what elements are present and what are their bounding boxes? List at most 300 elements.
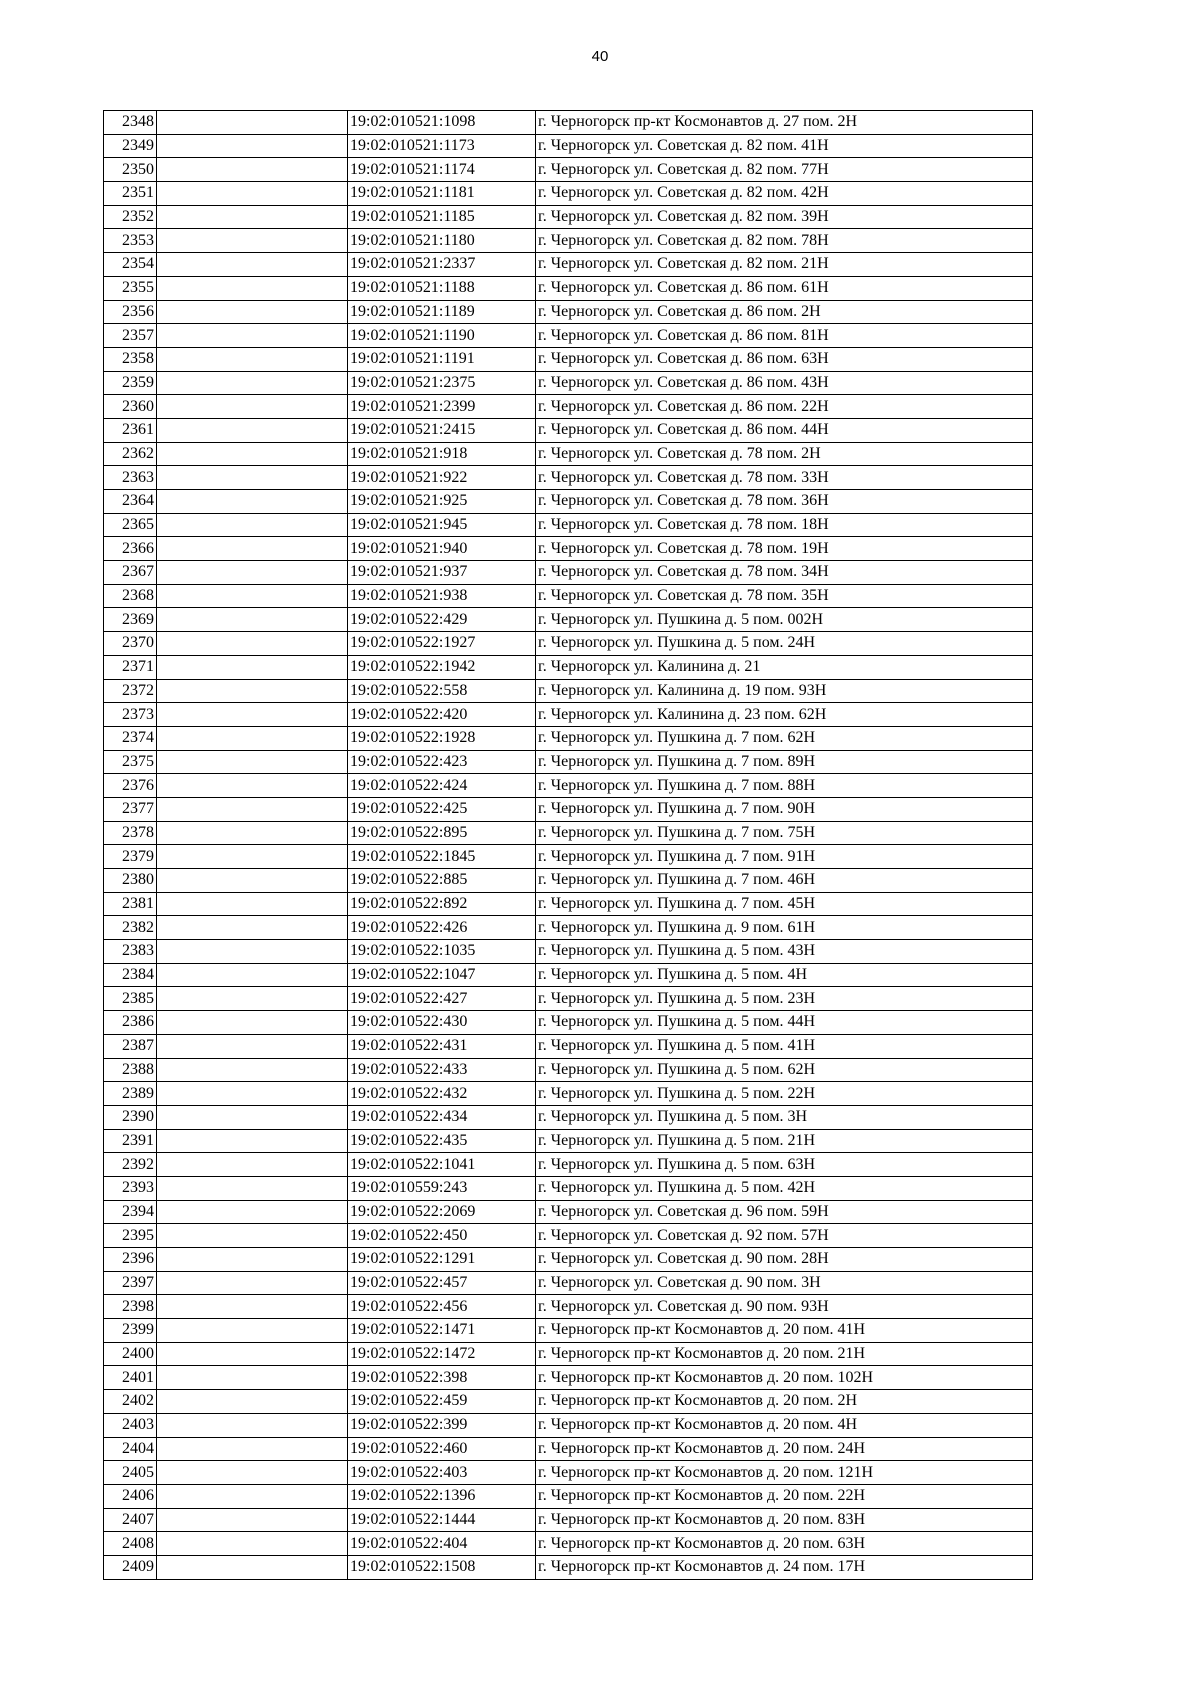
table-row — [104, 395, 1033, 419]
empty-cell — [157, 1129, 348, 1153]
cadastral-number-cell: 19:02:010521:1190 — [348, 324, 536, 348]
table-row — [104, 561, 1033, 585]
empty-cell — [157, 1461, 348, 1485]
address-cell: г. Черногорск пр-кт Космонавтов д. 20 пом. 63Н — [536, 1532, 1033, 1556]
table-row — [104, 1011, 1033, 1035]
address-cell: г. Черногорск ул. Пушкина д. 7 пом. 90Н — [536, 797, 1033, 821]
address-cell: г. Черногорск ул. Советская д. 86 пом. 81Н — [536, 324, 1033, 348]
address-cell: г. Черногорск ул. Советская д. 78 пом. 2Н — [536, 442, 1033, 466]
empty-cell — [157, 632, 348, 656]
row-number-cell: 2379 — [104, 845, 157, 869]
address-cell: г. Черногорск ул. Советская д. 78 пом. 33Н — [536, 466, 1033, 490]
empty-cell — [157, 1200, 348, 1224]
table-row — [104, 726, 1033, 750]
table-row — [104, 1176, 1033, 1200]
cadastral-number-cell: 19:02:010521:1185 — [348, 205, 536, 229]
row-number-cell: 2348 — [104, 111, 157, 135]
address-cell: г. Черногорск ул. Калинина д. 23 пом. 62Н — [536, 703, 1033, 727]
empty-cell — [157, 561, 348, 585]
table-row — [104, 300, 1033, 324]
address-cell: г. Черногорск ул. Калинина д. 19 пом. 93Н — [536, 679, 1033, 703]
row-number-cell: 2355 — [104, 276, 157, 300]
table-row — [104, 205, 1033, 229]
table-row — [104, 324, 1033, 348]
cadastral-number-cell: 19:02:010522:2069 — [348, 1200, 536, 1224]
row-number-cell: 2362 — [104, 442, 157, 466]
table-row — [104, 608, 1033, 632]
address-cell: г. Черногорск ул. Советская д. 90 пом. 3Н — [536, 1271, 1033, 1295]
empty-cell — [157, 1555, 348, 1579]
cadastral-number-cell: 19:02:010521:1189 — [348, 300, 536, 324]
row-number-cell: 2354 — [104, 253, 157, 277]
empty-cell — [157, 158, 348, 182]
row-number-cell: 2384 — [104, 963, 157, 987]
address-cell: г. Черногорск ул. Советская д. 96 пом. 59Н — [536, 1200, 1033, 1224]
address-cell: г. Черногорск ул. Пушкина д. 5 пом. 3Н — [536, 1105, 1033, 1129]
address-cell: г. Черногорск ул. Калинина д. 21 — [536, 655, 1033, 679]
table-row — [104, 963, 1033, 987]
empty-cell — [157, 395, 348, 419]
row-number-cell: 2382 — [104, 916, 157, 940]
address-cell: г. Черногорск ул. Советская д. 78 пом. 36Н — [536, 490, 1033, 514]
cadastral-number-cell: 19:02:010521:1188 — [348, 276, 536, 300]
table-row — [104, 1058, 1033, 1082]
address-cell: г. Черногорск ул. Пушкина д. 5 пом. 23Н — [536, 987, 1033, 1011]
address-cell: г. Черногорск ул. Пушкина д. 5 пом. 43Н — [536, 940, 1033, 964]
table-row — [104, 679, 1033, 703]
row-number-cell: 2361 — [104, 418, 157, 442]
row-number-cell: 2390 — [104, 1105, 157, 1129]
table-row — [104, 134, 1033, 158]
empty-cell — [157, 1011, 348, 1035]
address-cell: г. Черногорск ул. Советская д. 82 пом. 42Н — [536, 182, 1033, 206]
empty-cell — [157, 1248, 348, 1272]
address-cell: г. Черногорск ул. Советская д. 92 пом. 57Н — [536, 1224, 1033, 1248]
cadastral-number-cell: 19:02:010522:404 — [348, 1532, 536, 1556]
cadastral-number-cell: 19:02:010522:1444 — [348, 1508, 536, 1532]
empty-cell — [157, 1034, 348, 1058]
empty-cell — [157, 418, 348, 442]
cadastral-number-cell: 19:02:010522:456 — [348, 1295, 536, 1319]
table-row — [104, 1461, 1033, 1485]
cadastral-number-cell: 19:02:010522:399 — [348, 1413, 536, 1437]
cadastral-number-cell: 19:02:010522:1472 — [348, 1342, 536, 1366]
cadastral-number-cell: 19:02:010522:1508 — [348, 1555, 536, 1579]
cadastral-number-cell: 19:02:010521:938 — [348, 584, 536, 608]
empty-cell — [157, 1271, 348, 1295]
empty-cell — [157, 963, 348, 987]
cadastral-number-cell: 19:02:010522:430 — [348, 1011, 536, 1035]
address-cell: г. Черногорск ул. Пушкина д. 5 пом. 44Н — [536, 1011, 1033, 1035]
table-row — [104, 253, 1033, 277]
empty-cell — [157, 679, 348, 703]
address-cell: г. Черногорск ул. Пушкина д. 5 пом. 42Н — [536, 1176, 1033, 1200]
row-number-cell: 2371 — [104, 655, 157, 679]
empty-cell — [157, 703, 348, 727]
address-cell: г. Черногорск пр-кт Космонавтов д. 24 пом. 17Н — [536, 1555, 1033, 1579]
empty-cell — [157, 987, 348, 1011]
empty-cell — [157, 537, 348, 561]
address-cell: г. Черногорск ул. Советская д. 82 пом. 77Н — [536, 158, 1033, 182]
empty-cell — [157, 940, 348, 964]
row-number-cell: 2349 — [104, 134, 157, 158]
address-cell: г. Черногорск ул. Советская д. 82 пом. 41Н — [536, 134, 1033, 158]
cadastral-number-cell: 19:02:010522:1942 — [348, 655, 536, 679]
empty-cell — [157, 892, 348, 916]
cadastral-number-cell: 19:02:010522:460 — [348, 1437, 536, 1461]
address-cell: г. Черногорск ул. Советская д. 86 пом. 61Н — [536, 276, 1033, 300]
row-number-cell: 2357 — [104, 324, 157, 348]
empty-cell — [157, 466, 348, 490]
cadastral-number-cell: 19:02:010522:434 — [348, 1105, 536, 1129]
row-number-cell: 2360 — [104, 395, 157, 419]
cadastral-number-cell: 19:02:010522:895 — [348, 821, 536, 845]
cadastral-number-cell: 19:02:010522:459 — [348, 1390, 536, 1414]
row-number-cell: 2401 — [104, 1366, 157, 1390]
table-row — [104, 1437, 1033, 1461]
empty-cell — [157, 1508, 348, 1532]
registry-table-body — [104, 111, 1033, 1580]
empty-cell — [157, 1413, 348, 1437]
cadastral-number-cell: 19:02:010521:2337 — [348, 253, 536, 277]
table-row — [104, 1342, 1033, 1366]
table-row — [104, 1105, 1033, 1129]
address-cell: г. Черногорск ул. Пушкина д. 5 пом. 002Н — [536, 608, 1033, 632]
cadastral-number-cell: 19:02:010522:433 — [348, 1058, 536, 1082]
table-row — [104, 111, 1033, 135]
empty-cell — [157, 253, 348, 277]
table-row — [104, 655, 1033, 679]
empty-cell — [157, 300, 348, 324]
table-row — [104, 1248, 1033, 1272]
row-number-cell: 2409 — [104, 1555, 157, 1579]
table-row — [104, 750, 1033, 774]
cadastral-number-cell: 19:02:010522:426 — [348, 916, 536, 940]
empty-cell — [157, 1390, 348, 1414]
table-row — [104, 537, 1033, 561]
address-cell: г. Черногорск ул. Пушкина д. 7 пом. 88Н — [536, 774, 1033, 798]
address-cell: г. Черногорск ул. Советская д. 86 пом. 2Н — [536, 300, 1033, 324]
cadastral-number-cell: 19:02:010522:885 — [348, 869, 536, 893]
empty-cell — [157, 1532, 348, 1556]
cadastral-number-cell: 19:02:010522:1291 — [348, 1248, 536, 1272]
row-number-cell: 2386 — [104, 1011, 157, 1035]
address-cell: г. Черногорск ул. Пушкина д. 7 пом. 62Н — [536, 726, 1033, 750]
row-number-cell: 2403 — [104, 1413, 157, 1437]
address-cell: г. Черногорск пр-кт Космонавтов д. 20 пом. 21Н — [536, 1342, 1033, 1366]
table-row — [104, 1555, 1033, 1579]
address-cell: г. Черногорск ул. Советская д. 78 пом. 19Н — [536, 537, 1033, 561]
cadastral-number-cell: 19:02:010522:420 — [348, 703, 536, 727]
row-number-cell: 2376 — [104, 774, 157, 798]
address-cell: г. Черногорск ул. Советская д. 90 пом. 28Н — [536, 1248, 1033, 1272]
cadastral-number-cell: 19:02:010522:1471 — [348, 1319, 536, 1343]
cadastral-number-cell: 19:02:010522:431 — [348, 1034, 536, 1058]
address-cell: г. Черногорск ул. Пушкина д. 7 пом. 46Н — [536, 869, 1033, 893]
table-row — [104, 797, 1033, 821]
empty-cell — [157, 1342, 348, 1366]
cadastral-number-cell: 19:02:010521:1174 — [348, 158, 536, 182]
cadastral-number-cell: 19:02:010522:1396 — [348, 1484, 536, 1508]
table-row — [104, 632, 1033, 656]
row-number-cell: 2370 — [104, 632, 157, 656]
address-cell: г. Черногорск ул. Пушкина д. 5 пом. 62Н — [536, 1058, 1033, 1082]
address-cell: г. Черногорск пр-кт Космонавтов д. 27 пом. 2Н — [536, 111, 1033, 135]
table-row — [104, 1034, 1033, 1058]
row-number-cell: 2396 — [104, 1248, 157, 1272]
property-registry-table — [103, 110, 1033, 1580]
address-cell: г. Черногорск пр-кт Космонавтов д. 20 пом. 121Н — [536, 1461, 1033, 1485]
address-cell: г. Черногорск ул. Пушкина д. 5 пом. 41Н — [536, 1034, 1033, 1058]
row-number-cell: 2394 — [104, 1200, 157, 1224]
table-row — [104, 442, 1033, 466]
table-row — [104, 869, 1033, 893]
cadastral-number-cell: 19:02:010521:940 — [348, 537, 536, 561]
row-number-cell: 2406 — [104, 1484, 157, 1508]
empty-cell — [157, 205, 348, 229]
cadastral-number-cell: 19:02:010522:429 — [348, 608, 536, 632]
table-row — [104, 182, 1033, 206]
table-row — [104, 490, 1033, 514]
address-cell: г. Черногорск ул. Советская д. 86 пом. 63Н — [536, 347, 1033, 371]
table-row — [104, 774, 1033, 798]
cadastral-number-cell: 19:02:010522:892 — [348, 892, 536, 916]
empty-cell — [157, 1484, 348, 1508]
table-row — [104, 940, 1033, 964]
empty-cell — [157, 916, 348, 940]
cadastral-number-cell: 19:02:010521:945 — [348, 513, 536, 537]
cadastral-number-cell: 19:02:010522:1928 — [348, 726, 536, 750]
row-number-cell: 2358 — [104, 347, 157, 371]
row-number-cell: 2380 — [104, 869, 157, 893]
address-cell: г. Черногорск ул. Пушкина д. 5 пом. 21Н — [536, 1129, 1033, 1153]
row-number-cell: 2387 — [104, 1034, 157, 1058]
table-row — [104, 916, 1033, 940]
empty-cell — [157, 371, 348, 395]
row-number-cell: 2368 — [104, 584, 157, 608]
table-row — [104, 1413, 1033, 1437]
empty-cell — [157, 1295, 348, 1319]
row-number-cell: 2407 — [104, 1508, 157, 1532]
row-number-cell: 2359 — [104, 371, 157, 395]
cadastral-number-cell: 19:02:010559:243 — [348, 1176, 536, 1200]
table-row — [104, 1390, 1033, 1414]
row-number-cell: 2351 — [104, 182, 157, 206]
empty-cell — [157, 1058, 348, 1082]
row-number-cell: 2405 — [104, 1461, 157, 1485]
address-cell: г. Черногорск ул. Пушкина д. 5 пом. 24Н — [536, 632, 1033, 656]
row-number-cell: 2381 — [104, 892, 157, 916]
empty-cell — [157, 726, 348, 750]
empty-cell — [157, 774, 348, 798]
empty-cell — [157, 1105, 348, 1129]
row-number-cell: 2408 — [104, 1532, 157, 1556]
row-number-cell: 2378 — [104, 821, 157, 845]
empty-cell — [157, 1319, 348, 1343]
table-row — [104, 371, 1033, 395]
empty-cell — [157, 845, 348, 869]
row-number-cell: 2392 — [104, 1153, 157, 1177]
cadastral-number-cell: 19:02:010521:1173 — [348, 134, 536, 158]
row-number-cell: 2404 — [104, 1437, 157, 1461]
cadastral-number-cell: 19:02:010521:937 — [348, 561, 536, 585]
row-number-cell: 2366 — [104, 537, 157, 561]
table-row — [104, 276, 1033, 300]
address-cell: г. Черногорск ул. Пушкина д. 9 пом. 61Н — [536, 916, 1033, 940]
address-cell: г. Черногорск пр-кт Космонавтов д. 20 пом. 24Н — [536, 1437, 1033, 1461]
table-row — [104, 1295, 1033, 1319]
row-number-cell: 2383 — [104, 940, 157, 964]
cadastral-number-cell: 19:02:010522:423 — [348, 750, 536, 774]
empty-cell — [157, 584, 348, 608]
table-row — [104, 987, 1033, 1011]
address-cell: г. Черногорск ул. Советская д. 86 пом. 44Н — [536, 418, 1033, 442]
cadastral-number-cell: 19:02:010522:1041 — [348, 1153, 536, 1177]
empty-cell — [157, 442, 348, 466]
address-cell: г. Черногорск ул. Советская д. 78 пом. 34Н — [536, 561, 1033, 585]
row-number-cell: 2373 — [104, 703, 157, 727]
table-row — [104, 1224, 1033, 1248]
cadastral-number-cell: 19:02:010522:1927 — [348, 632, 536, 656]
row-number-cell: 2388 — [104, 1058, 157, 1082]
row-number-cell: 2365 — [104, 513, 157, 537]
row-number-cell: 2352 — [104, 205, 157, 229]
row-number-cell: 2397 — [104, 1271, 157, 1295]
address-cell: г. Черногорск ул. Советская д. 82 пом. 78Н — [536, 229, 1033, 253]
table-row — [104, 1082, 1033, 1106]
row-number-cell: 2377 — [104, 797, 157, 821]
cadastral-number-cell: 19:02:010521:1181 — [348, 182, 536, 206]
row-number-cell: 2400 — [104, 1342, 157, 1366]
empty-cell — [157, 797, 348, 821]
cadastral-number-cell: 19:02:010522:403 — [348, 1461, 536, 1485]
empty-cell — [157, 655, 348, 679]
table-row — [104, 1153, 1033, 1177]
page-number: 40 — [591, 48, 609, 65]
cadastral-number-cell: 19:02:010522:1035 — [348, 940, 536, 964]
empty-cell — [157, 134, 348, 158]
empty-cell — [157, 347, 348, 371]
address-cell: г. Черногорск ул. Советская д. 82 пом. 39Н — [536, 205, 1033, 229]
address-cell: г. Черногорск ул. Советская д. 78 пом. 35Н — [536, 584, 1033, 608]
cadastral-number-cell: 19:02:010522:457 — [348, 1271, 536, 1295]
empty-cell — [157, 1224, 348, 1248]
empty-cell — [157, 513, 348, 537]
cadastral-number-cell: 19:02:010521:1098 — [348, 111, 536, 135]
row-number-cell: 2395 — [104, 1224, 157, 1248]
address-cell: г. Черногорск пр-кт Космонавтов д. 20 пом. 102Н — [536, 1366, 1033, 1390]
row-number-cell: 2356 — [104, 300, 157, 324]
address-cell: г. Черногорск ул. Пушкина д. 5 пом. 22Н — [536, 1082, 1033, 1106]
address-cell: г. Черногорск ул. Советская д. 90 пом. 93Н — [536, 1295, 1033, 1319]
cadastral-number-cell: 19:02:010521:925 — [348, 490, 536, 514]
empty-cell — [157, 182, 348, 206]
table-row — [104, 821, 1033, 845]
row-number-cell: 2389 — [104, 1082, 157, 1106]
table-row — [104, 892, 1033, 916]
cadastral-number-cell: 19:02:010521:2399 — [348, 395, 536, 419]
cadastral-number-cell: 19:02:010521:2415 — [348, 418, 536, 442]
address-cell: г. Черногорск ул. Пушкина д. 5 пом. 63Н — [536, 1153, 1033, 1177]
table-row — [104, 513, 1033, 537]
table-row — [104, 1508, 1033, 1532]
address-cell: г. Черногорск ул. Советская д. 82 пом. 21Н — [536, 253, 1033, 277]
cadastral-number-cell: 19:02:010521:918 — [348, 442, 536, 466]
table-row — [104, 466, 1033, 490]
empty-cell — [157, 111, 348, 135]
table-row — [104, 1319, 1033, 1343]
cadastral-number-cell: 19:02:010522:1047 — [348, 963, 536, 987]
cadastral-number-cell: 19:02:010522:435 — [348, 1129, 536, 1153]
cadastral-number-cell: 19:02:010522:398 — [348, 1366, 536, 1390]
empty-cell — [157, 276, 348, 300]
address-cell: г. Черногорск ул. Советская д. 86 пом. 43Н — [536, 371, 1033, 395]
address-cell: г. Черногорск пр-кт Космонавтов д. 20 пом. 2Н — [536, 1390, 1033, 1414]
address-cell: г. Черногорск пр-кт Космонавтов д. 20 пом. 41Н — [536, 1319, 1033, 1343]
empty-cell — [157, 869, 348, 893]
empty-cell — [157, 821, 348, 845]
row-number-cell: 2385 — [104, 987, 157, 1011]
row-number-cell: 2372 — [104, 679, 157, 703]
row-number-cell: 2398 — [104, 1295, 157, 1319]
cadastral-number-cell: 19:02:010521:2375 — [348, 371, 536, 395]
empty-cell — [157, 1153, 348, 1177]
cadastral-number-cell: 19:02:010522:558 — [348, 679, 536, 703]
address-cell: г. Черногорск пр-кт Космонавтов д. 20 пом. 83Н — [536, 1508, 1033, 1532]
address-cell: г. Черногорск ул. Советская д. 86 пом. 22Н — [536, 395, 1033, 419]
row-number-cell: 2402 — [104, 1390, 157, 1414]
empty-cell — [157, 608, 348, 632]
table-row — [104, 1484, 1033, 1508]
empty-cell — [157, 490, 348, 514]
cadastral-number-cell: 19:02:010522:1845 — [348, 845, 536, 869]
cadastral-number-cell: 19:02:010522:427 — [348, 987, 536, 1011]
table-row — [104, 418, 1033, 442]
cadastral-number-cell: 19:02:010522:432 — [348, 1082, 536, 1106]
cadastral-number-cell: 19:02:010521:1191 — [348, 347, 536, 371]
empty-cell — [157, 1082, 348, 1106]
table-row — [104, 1200, 1033, 1224]
row-number-cell: 2369 — [104, 608, 157, 632]
row-number-cell: 2393 — [104, 1176, 157, 1200]
table-row — [104, 229, 1033, 253]
empty-cell — [157, 750, 348, 774]
address-cell: г. Черногорск ул. Пушкина д. 5 пом. 4Н — [536, 963, 1033, 987]
cadastral-number-cell: 19:02:010521:922 — [348, 466, 536, 490]
table-row — [104, 347, 1033, 371]
empty-cell — [157, 229, 348, 253]
table-row — [104, 158, 1033, 182]
address-cell: г. Черногорск пр-кт Космонавтов д. 20 пом. 4Н — [536, 1413, 1033, 1437]
address-cell: г. Черногорск ул. Пушкина д. 7 пом. 75Н — [536, 821, 1033, 845]
row-number-cell: 2375 — [104, 750, 157, 774]
row-number-cell: 2364 — [104, 490, 157, 514]
empty-cell — [157, 1366, 348, 1390]
address-cell: г. Черногорск ул. Пушкина д. 7 пом. 45Н — [536, 892, 1033, 916]
row-number-cell: 2391 — [104, 1129, 157, 1153]
table-row — [104, 1366, 1033, 1390]
address-cell: г. Черногорск ул. Пушкина д. 7 пом. 91Н — [536, 845, 1033, 869]
address-cell: г. Черногорск ул. Советская д. 78 пом. 18Н — [536, 513, 1033, 537]
row-number-cell: 2363 — [104, 466, 157, 490]
table-row — [104, 1271, 1033, 1295]
table-row — [104, 584, 1033, 608]
empty-cell — [157, 1437, 348, 1461]
table-row — [104, 703, 1033, 727]
cadastral-number-cell: 19:02:010521:1180 — [348, 229, 536, 253]
empty-cell — [157, 1176, 348, 1200]
cadastral-number-cell: 19:02:010522:424 — [348, 774, 536, 798]
